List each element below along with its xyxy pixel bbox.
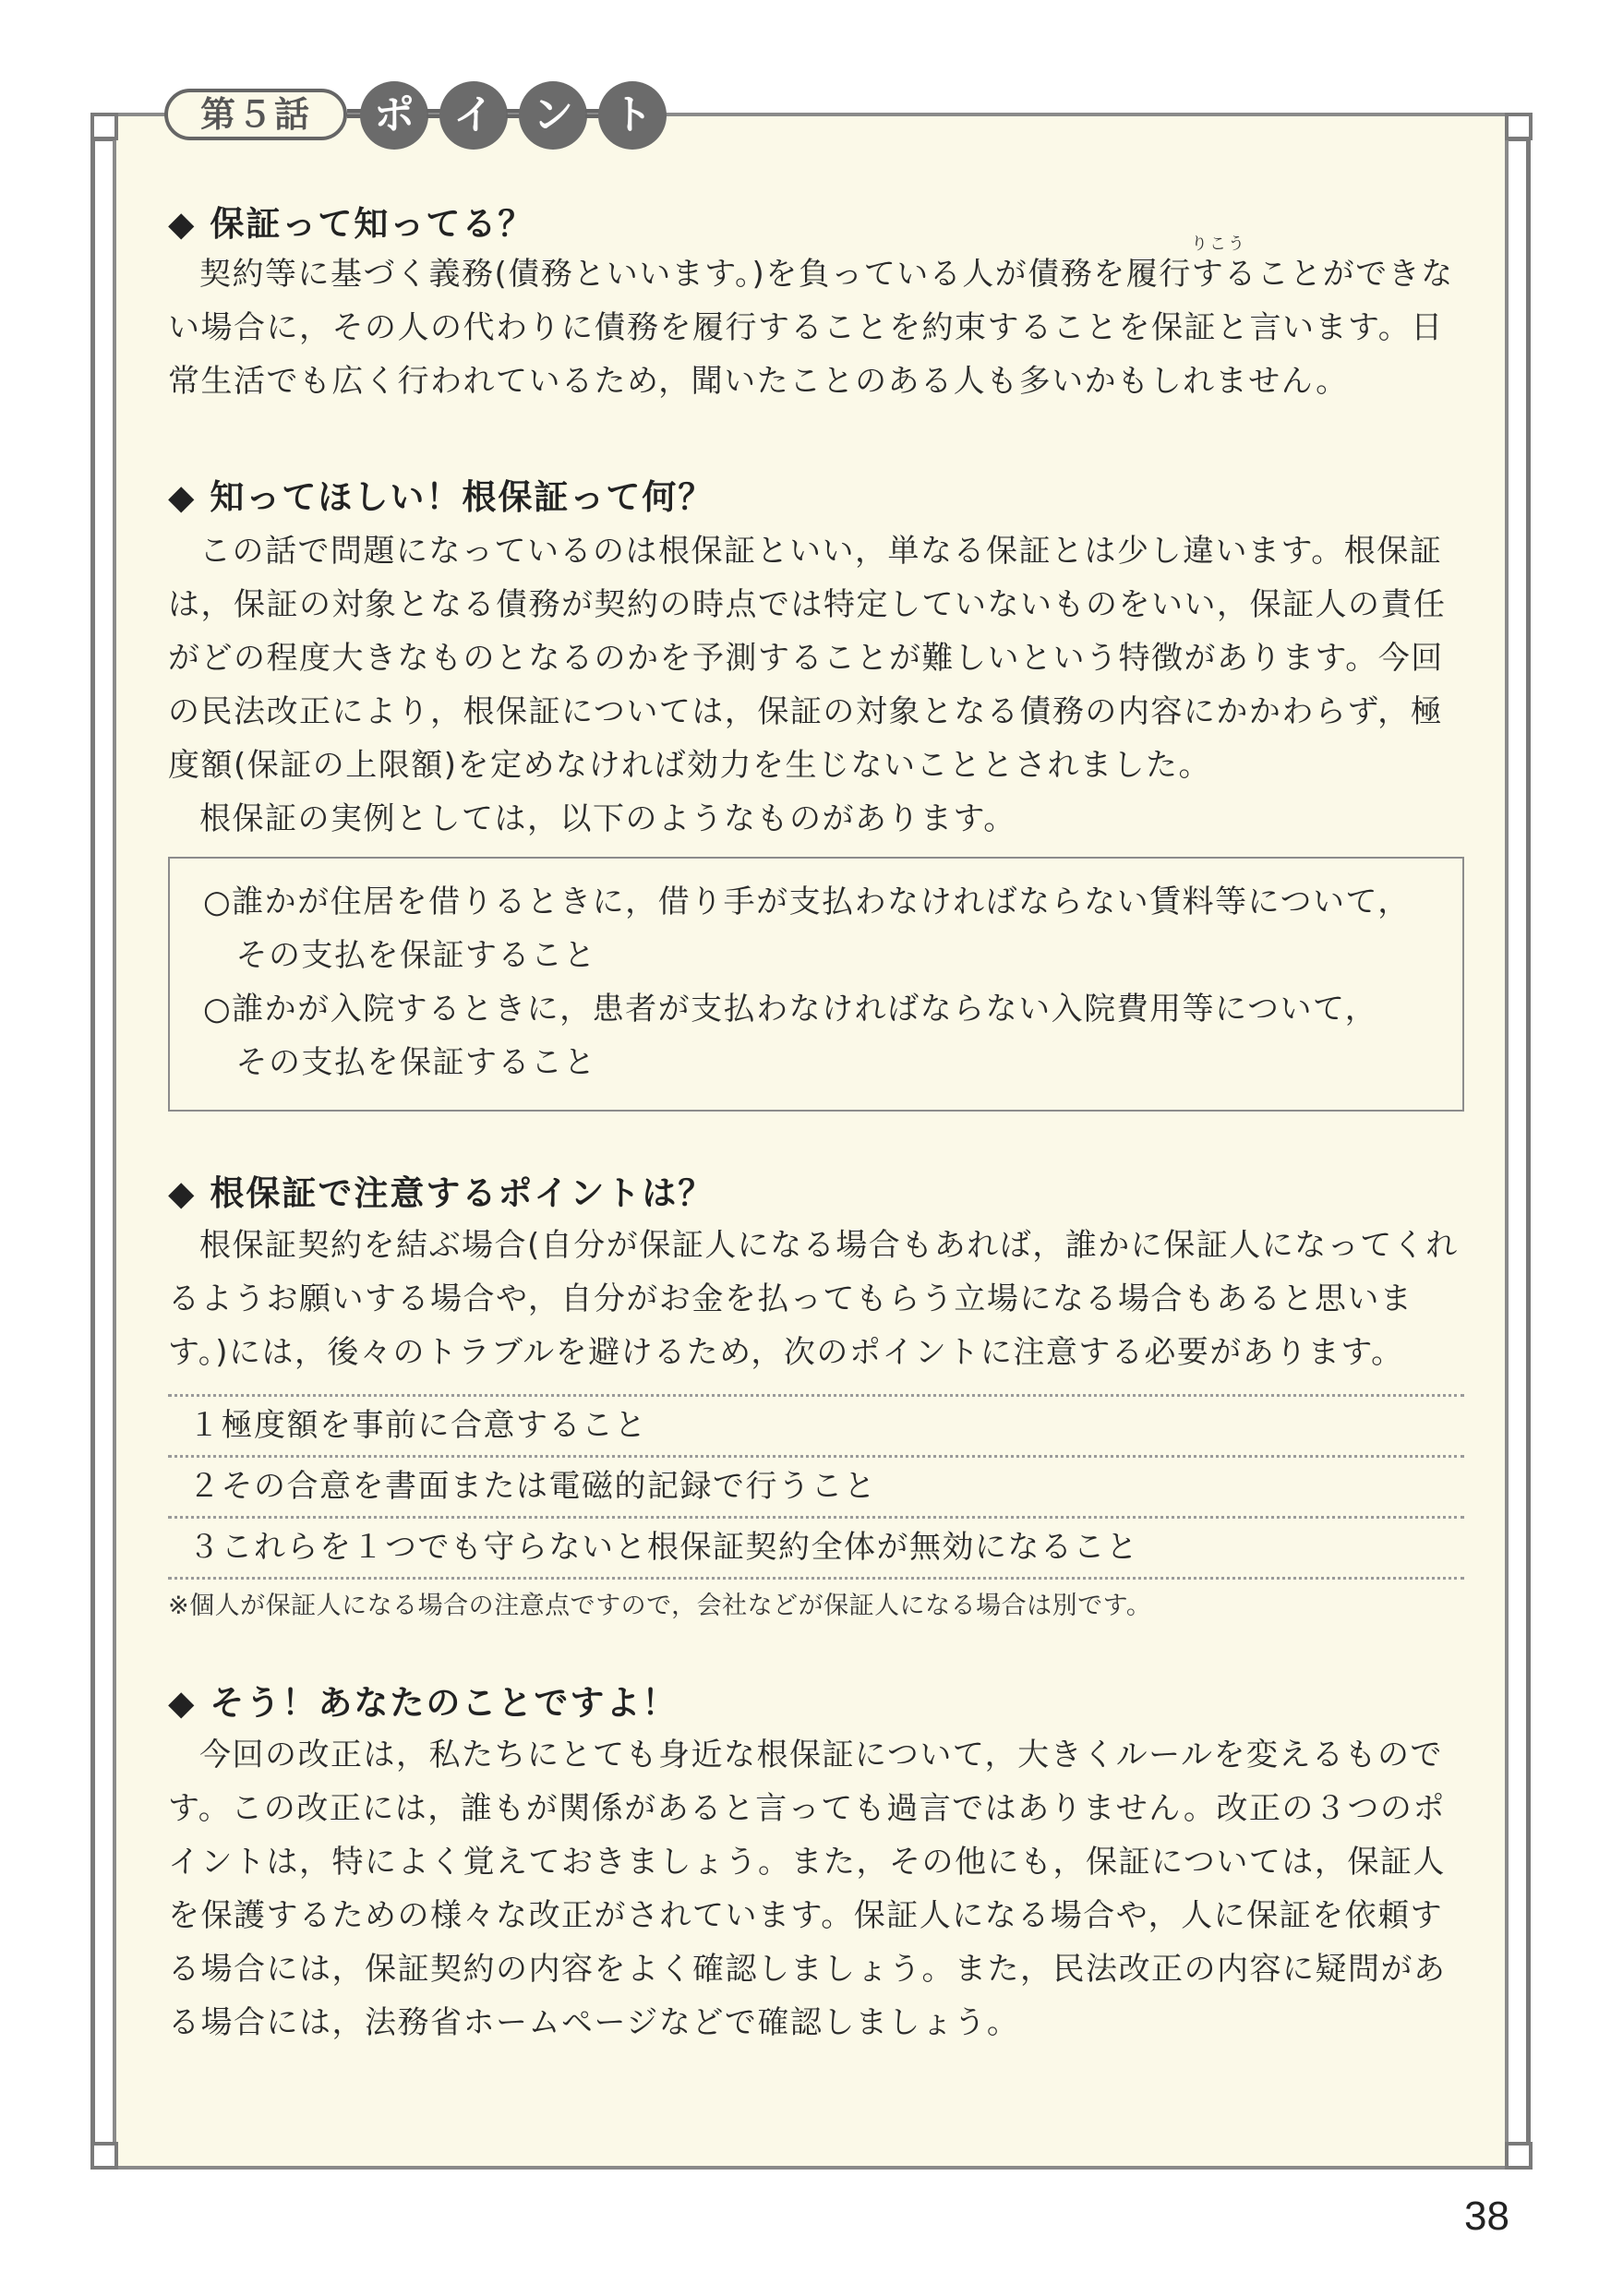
section-heading-guarantee: ◆ 保証って知ってる？	[168, 204, 535, 244]
section-paragraph: 契約等に基づく義務(債務といいます。)を負っている人が債務を履行することができない場合に，その人の代わりに債務を履行することを約束することを保証と言います。日常生活でも広く行われているため，聞いたことのある人も多いかもしれません。	[168, 256, 1454, 400]
point-item: ２その合意を書面または電磁的記録で行うこと	[168, 1455, 1464, 1516]
section-heading-caution-points: ◆ 根保証で注意するポイントは？	[168, 1173, 715, 1213]
frame-corner-top-right	[1505, 113, 1533, 140]
point-item: ３これらを１つでも守らないと根保証契約全体が無効になること	[168, 1516, 1464, 1577]
frame-corner-bottom-right	[1505, 2142, 1533, 2170]
example-line: ○誰かが入院するときに，患者が支払わなければならない入院費用等について，	[203, 991, 1378, 1028]
example-box	[168, 857, 1464, 1112]
points-note: ※個人が保証人になる場合の注意点ですので，会社などが保証人になる場合は別です。	[168, 1592, 1152, 1620]
title-char-n: ン	[519, 81, 587, 150]
point-item: １極度額を事前に合意すること	[168, 1394, 1464, 1455]
example-line: その支払を保証すること	[203, 1044, 596, 1081]
frame-corner-top-left	[90, 113, 118, 140]
point-divider	[168, 1577, 1464, 1580]
page-number: 38	[1464, 2194, 1509, 2239]
section-heading-about-you: ◆ そう！あなたのことですよ！	[168, 1683, 679, 1723]
section-heading-ne-hoshou: ◆ 知ってほしい！根保証って何？	[168, 477, 715, 517]
section-paragraph: 根保証の実例としては，以下のようなものがあります。	[199, 800, 1016, 837]
example-line: その支払を保証すること	[203, 937, 596, 974]
episode-label: 第５話	[164, 89, 347, 140]
ruby-rikou: りこう	[1191, 234, 1246, 254]
section-paragraph: 根保証契約を結ぶ場合(自分が保証人になる場合もあれば，誰かに保証人になってくれるようお願いする場合や，自分がお金を払ってもらう立場になる場合もあると思います。)には，後々のトラブルを避けるため，次のポイントに注意する必要があります。	[168, 1227, 1459, 1371]
section-paragraph: この話で問題になっているのは根保証といい，単なる保証とは少し違います。根保証は，保証の対象となる債務が契約の時点では特定していないものをいい，保証人の責任がどの程度大きなものとなるのかを予測することが難しいという特徴があります。今回の民法改正により，根保証については，保証の対象となる債務の内容にかかわらず，極度額(保証の上限額)を定めなければ効力を生じないこととされました。	[168, 533, 1447, 784]
title-char-i: イ	[439, 81, 508, 150]
title-char-po: ポ	[360, 81, 428, 150]
frame-corner-bottom-left	[90, 2142, 118, 2170]
title-char-to: ト	[598, 81, 667, 150]
example-line: ○誰かが住居を借りるときに，借り手が支払わなければならない賃料等について，	[203, 884, 1411, 920]
section-paragraph: 今回の改正は，私たちにとても身近な根保証について，大きくルールを変えるものです。この改正には，誰もが関係があると言っても過言ではありません。改正の３つのポイントは，特によく覚えておきましょう。また，その他にも，保証については，保証人を保護するための様々な改正がされています。保証人になる場合や，人に保証を依頼する場合には，保証契約の内容をよく確認しましょう。また，民法改正の内容に疑問がある場合には，法務省ホームページなどで確認しましょう。	[168, 1737, 1447, 2041]
